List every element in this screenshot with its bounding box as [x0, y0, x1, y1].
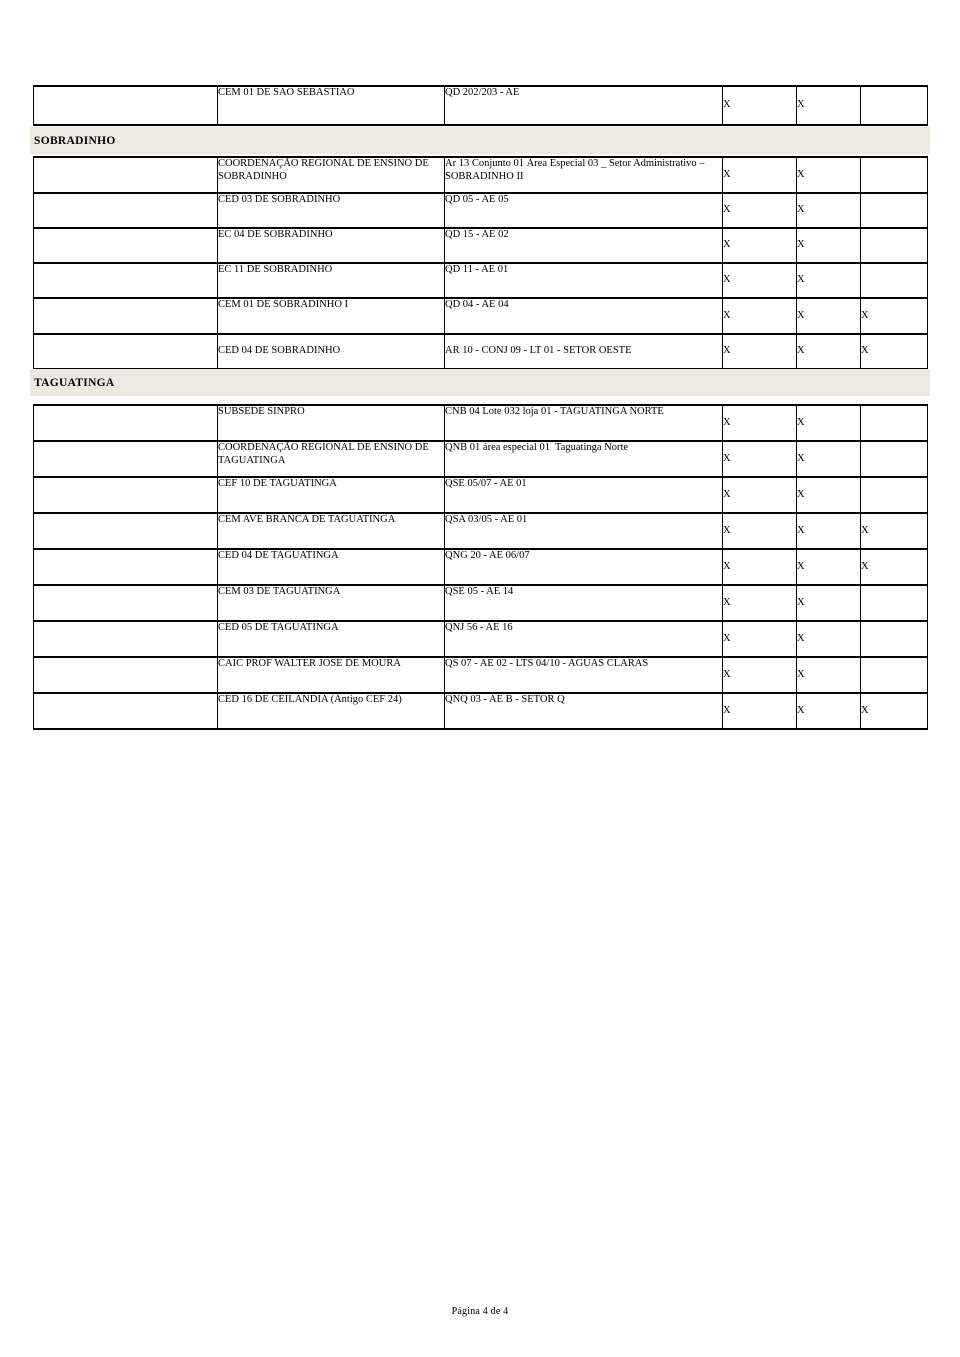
address-cell: AR 10 - CONJ 09 - LT 01 - SETOR OESTE: [445, 334, 723, 369]
region-cell: [34, 657, 218, 693]
mark-cell: X: [797, 86, 861, 125]
region-cell: [34, 157, 218, 193]
region-cell: [34, 441, 218, 477]
table-row: [34, 441, 928, 477]
mark-cell: X: [797, 693, 861, 729]
table-row: [34, 228, 928, 263]
page-number-footer: Página 4 de 4: [451, 1306, 509, 1317]
region-cell: [34, 193, 218, 228]
mark-cell: X: [797, 405, 861, 441]
region-cell: [34, 334, 218, 369]
mark-cell: [861, 228, 928, 263]
mark-cell: [861, 405, 928, 441]
mark-cell: X: [797, 441, 861, 477]
address-cell: QSE 05 - AE 14: [445, 585, 723, 621]
region-cell: [34, 263, 218, 298]
school-name-cell: CEM 01 DE SAO SEBASTIAO: [218, 86, 445, 125]
mark-cell: X: [797, 193, 861, 228]
schools-table-taguatinga: [33, 404, 928, 730]
section-header-taguatinga: TAGUATINGA: [30, 369, 930, 396]
mark-cell: X: [723, 263, 797, 298]
mark-cell: X: [797, 657, 861, 693]
address-cell: QD 15 - AE 02: [445, 228, 723, 263]
mark-cell: X: [723, 621, 797, 657]
mark-cell: X: [723, 585, 797, 621]
school-name-cell: EC 04 DE SOBRADINHO: [218, 228, 445, 263]
mark-cell: [861, 263, 928, 298]
mark-cell: X: [861, 334, 928, 369]
mark-cell: [861, 157, 928, 193]
mark-cell: [861, 193, 928, 228]
table-row: [34, 405, 928, 441]
mark-cell: X: [797, 513, 861, 549]
table-row: [34, 334, 928, 369]
address-cell: Ar 13 Conjunto 01 Área Especial 03 _ Setor Administrativo – SOBRADINHO II: [445, 157, 723, 193]
school-name-cell: SUBSEDE SINPRO: [218, 405, 445, 441]
mark-cell: X: [723, 549, 797, 585]
mark-cell: X: [861, 693, 928, 729]
mark-cell: X: [723, 334, 797, 369]
table-row: [34, 263, 928, 298]
region-cell: [34, 405, 218, 441]
table-row: [34, 477, 928, 513]
region-cell: [34, 228, 218, 263]
mark-cell: X: [861, 513, 928, 549]
region-cell: [34, 86, 218, 125]
schools-table-sobradinho: [33, 156, 928, 370]
region-cell: [34, 549, 218, 585]
mark-cell: X: [797, 334, 861, 369]
address-cell: CNB 04 Lote 032 loja 01 - TAGUATINGA NORTE: [445, 405, 723, 441]
address-cell: QNJ 56 - AE 16: [445, 621, 723, 657]
mark-cell: X: [723, 298, 797, 334]
mark-cell: X: [861, 298, 928, 334]
address-cell: QSA 03/05 - AE 01: [445, 513, 723, 549]
mark-cell: X: [723, 405, 797, 441]
address-cell: QD 05 - AE 05: [445, 193, 723, 228]
school-name-cell: CEM AVE BRANCA DE TAGUATINGA: [218, 513, 445, 549]
school-name-cell: CEF 10 DE TAGUATINGA: [218, 477, 445, 513]
mark-cell: X: [723, 157, 797, 193]
mark-cell: X: [723, 228, 797, 263]
address-cell: QD 04 - AE 04: [445, 298, 723, 334]
school-name-cell: CEM 03 DE TAGUATINGA: [218, 585, 445, 621]
table-row: [34, 513, 928, 549]
school-name-cell: CEM 01 DE SOBRADINHO I: [218, 298, 445, 334]
mark-cell: X: [797, 621, 861, 657]
school-name-cell: CED 03 DE SOBRADINHO: [218, 193, 445, 228]
mark-cell: X: [723, 693, 797, 729]
mark-cell: X: [723, 513, 797, 549]
table-row: [34, 549, 928, 585]
mark-cell: [861, 86, 928, 125]
mark-cell: X: [723, 477, 797, 513]
school-name-cell: CED 16 DE CEILANDIA (Antigo CEF 24): [218, 693, 445, 729]
school-name-cell: EC 11 DE SOBRADINHO: [218, 263, 445, 298]
region-cell: [34, 298, 218, 334]
address-cell: QD 11 - AE 01: [445, 263, 723, 298]
mark-cell: X: [723, 86, 797, 125]
mark-cell: X: [797, 263, 861, 298]
table-row: [34, 157, 928, 193]
mark-cell: X: [797, 477, 861, 513]
table-row: [34, 657, 928, 693]
region-cell: [34, 477, 218, 513]
table-row: [34, 193, 928, 228]
mark-cell: X: [797, 298, 861, 334]
region-cell: [34, 513, 218, 549]
table-row: [34, 693, 928, 729]
address-cell: QD 202/203 - AE: [445, 86, 723, 125]
address-cell: QNG 20 - AE 06/07: [445, 549, 723, 585]
mark-cell: [861, 477, 928, 513]
mark-cell: X: [797, 549, 861, 585]
table-row: [34, 86, 928, 125]
region-cell: [34, 693, 218, 729]
mark-cell: [861, 657, 928, 693]
address-cell: QNQ 03 - AE B - SETOR Q: [445, 693, 723, 729]
mark-cell: X: [723, 441, 797, 477]
school-name-cell: CED 04 DE TAGUATINGA: [218, 549, 445, 585]
school-name-cell: CED 05 DE TAGUATINGA: [218, 621, 445, 657]
school-name-cell: COORDENAÇÃO REGIONAL DE ENSINO DE TAGUATINGA: [218, 441, 445, 477]
mark-cell: X: [797, 228, 861, 263]
school-name-cell: CED 04 DE SOBRADINHO: [218, 334, 445, 369]
address-cell: QNB 01 área especial 01 Taguatinga Norte: [445, 441, 723, 477]
mark-cell: X: [723, 193, 797, 228]
mark-cell: [861, 585, 928, 621]
mark-cell: X: [861, 549, 928, 585]
address-cell: QSE 05/07 - AE 01: [445, 477, 723, 513]
mark-cell: [861, 621, 928, 657]
mark-cell: [861, 441, 928, 477]
school-name-cell: CAIC PROF WALTER JOSE DE MOURA: [218, 657, 445, 693]
mark-cell: X: [797, 585, 861, 621]
region-cell: [34, 621, 218, 657]
address-cell: QS 07 - AE 02 - LTS 04/10 - AGUAS CLARAS: [445, 657, 723, 693]
section-header-sobradinho: SOBRADINHO: [30, 127, 930, 154]
table-row: [34, 585, 928, 621]
table-row: [34, 621, 928, 657]
school-name-cell: COORDENAÇÃO REGIONAL DE ENSINO DE SOBRADINHO: [218, 157, 445, 193]
mark-cell: X: [797, 157, 861, 193]
region-cell: [34, 585, 218, 621]
mark-cell: X: [723, 657, 797, 693]
schools-table-continuation: [33, 85, 928, 126]
table-row: [34, 298, 928, 334]
